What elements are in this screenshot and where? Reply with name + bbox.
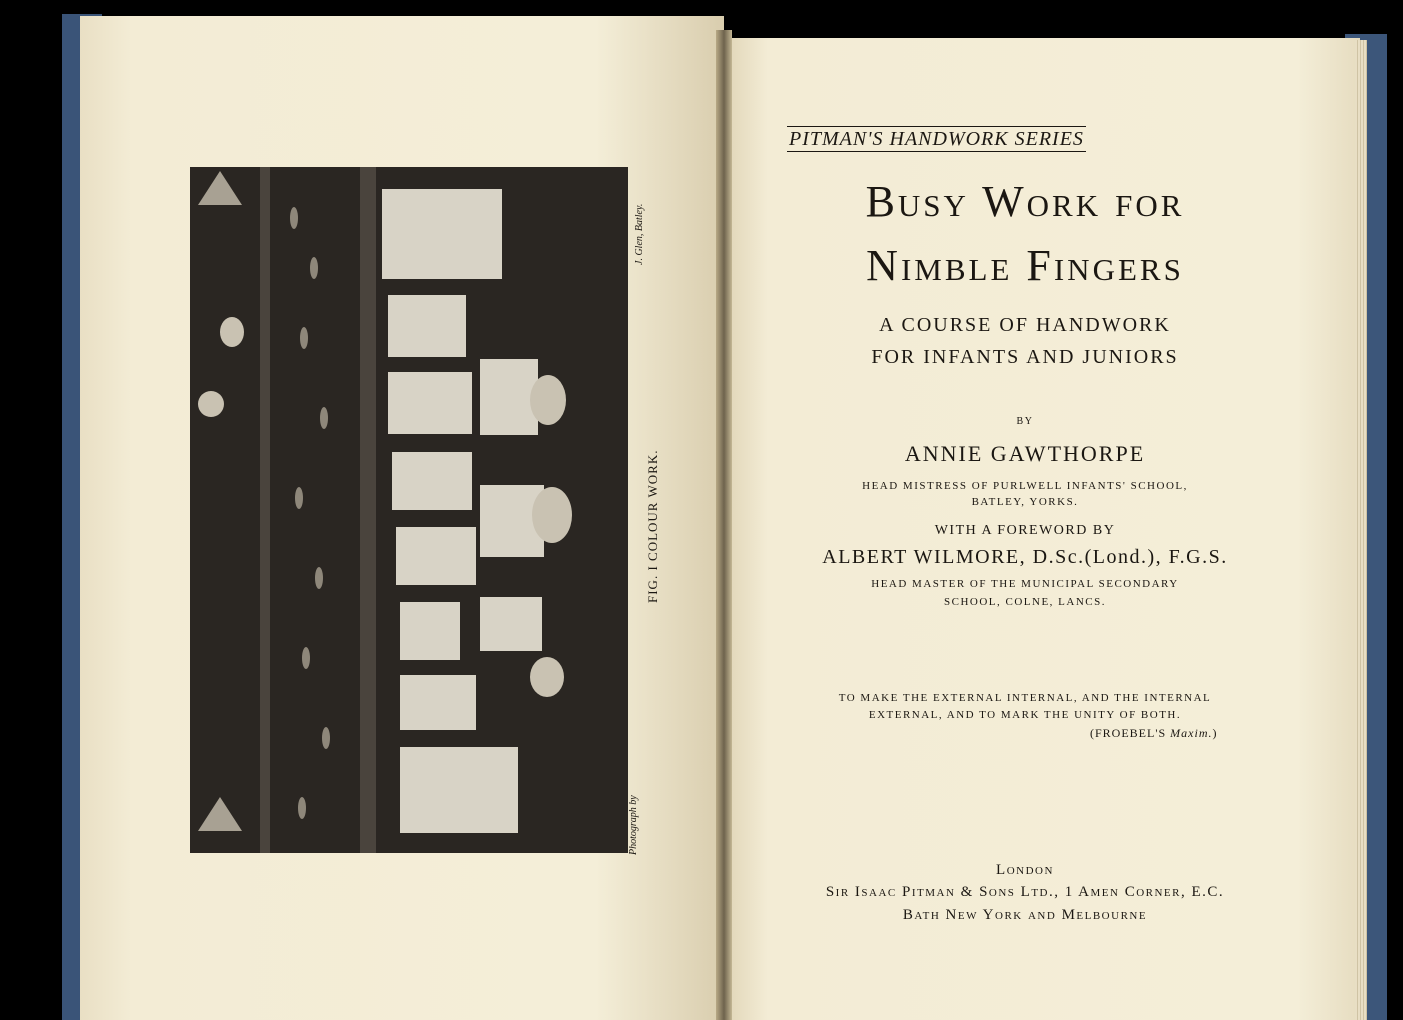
photo-shelf (260, 167, 270, 853)
photo-credit-label-text: Photograph by (628, 795, 639, 855)
photo-picture-panel (400, 675, 476, 730)
photo-credit-name-text: J. Glen, Batley. (634, 203, 645, 265)
photo-picture-panel (388, 372, 472, 434)
photo-vase (220, 317, 244, 347)
photo-leaf (315, 567, 323, 589)
by-label: BY (1016, 416, 1034, 427)
subtitle-line2: FOR INFANTS AND JUNIORS (871, 346, 1179, 368)
photo-leaf (320, 407, 328, 429)
series-name: PITMAN'S HANDWORK SERIES (789, 128, 1084, 150)
quote-line2: EXTERNAL, AND TO MARK THE UNITY OF BOTH. (868, 709, 1182, 721)
foreword-role-line1: HEAD MASTER OF THE MUNICIPAL SECONDARY (871, 578, 1179, 590)
photo-leaf (300, 327, 308, 349)
author-role-line2: BATLEY, YORKS. (971, 496, 1079, 508)
book-gutter (716, 30, 732, 1020)
photo-picture-panel (396, 527, 476, 585)
photo-leaf (290, 207, 298, 229)
colour-work-photograph (190, 167, 628, 853)
photo-leaf (310, 257, 318, 279)
publisher-name: Sir Isaac Pitman & Sons Ltd., 1 Amen Corner, E.C. (825, 884, 1225, 900)
book-title-line1: Busy Work for (865, 177, 1185, 226)
photo-leaf (295, 487, 303, 509)
publisher-cities: Bath New York and Melbourne (902, 907, 1148, 923)
page-edges (1355, 40, 1367, 1020)
photo-picture-panel (392, 452, 472, 510)
photo-vase (198, 391, 224, 417)
photo-credit-name (634, 180, 648, 265)
author-name: ANNIE GAWTHORPE (904, 441, 1146, 466)
quote-source-suffix: ) (1212, 726, 1218, 740)
photo-basket (530, 657, 564, 697)
publisher-city: London (996, 862, 1054, 878)
book-title-line2: Nimble Fingers (866, 241, 1184, 290)
photo-leaf (302, 647, 310, 669)
photo-shelf (360, 167, 376, 853)
quote-line1: TO MAKE THE EXTERNAL INTERNAL, AND THE INTERNAL (838, 692, 1212, 704)
foreword-role-line2: SCHOOL, COLNE, LANCS. (944, 596, 1106, 608)
photo-picture-panel (400, 747, 518, 833)
photo-credit-label (628, 785, 642, 855)
photo-picture-panel (388, 295, 466, 357)
photo-leaf (322, 727, 330, 749)
foreword-author: ALBERT WILMORE, D.Sc.(Lond.), F.G.S. (822, 546, 1228, 568)
author-role-line1: HEAD MISTRESS OF PURLWELL INFANTS' SCHOOL, (862, 480, 1188, 492)
subtitle-line1: A COURSE OF HANDWORK (879, 314, 1171, 336)
photo-picture-panel (480, 597, 542, 651)
figure-caption (645, 435, 665, 605)
quote-source (1090, 726, 1218, 741)
photo-leaf (298, 797, 306, 819)
photo-paper-fan (198, 797, 242, 831)
foreword-label: WITH A FOREWORD BY (934, 523, 1116, 538)
quote-source-prefix: (FROEBEL'S (1090, 726, 1171, 740)
photo-basket (532, 487, 572, 543)
photo-paper-fan (198, 171, 242, 205)
quote-source-italic: Maxim. (1170, 726, 1213, 740)
photo-basket (530, 375, 566, 425)
photo-picture-panel (400, 602, 460, 660)
photo-picture-panel (382, 189, 502, 279)
figure-caption-text: FIG. I COLOUR WORK. (645, 449, 660, 603)
